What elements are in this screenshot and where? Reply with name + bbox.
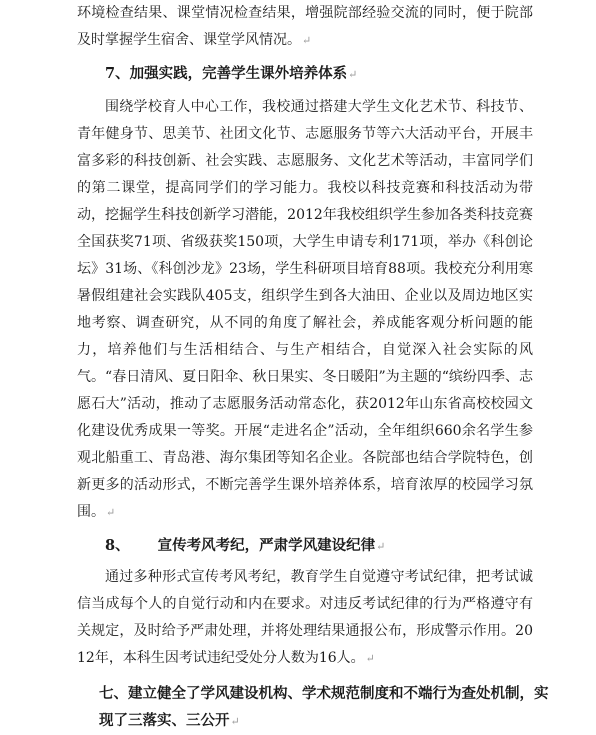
- section7-heading: [77, 60, 561, 88]
- intro-paragraph: [77, 0, 533, 54]
- section8-paragraph: [77, 564, 533, 672]
- section8-heading: [77, 532, 561, 560]
- intro-text: 环境检查结果、课堂情况检查结果，增强院部经验交流的同时，便于院部及时掌握学生宿舍、课堂学风情况。: [77, 5, 533, 48]
- paragraph-mark: ↵: [106, 506, 116, 519]
- section8-text: 通过多种形式宣传考风考纪，教育学生自觉遵守考试纪律，把考试诚信当成每个人的自觉行动和内在要求。对违反考试纪律的行为严格遵守有关规定，及时给予严肃处理，并将处理结果通报公布，形成警示作用。2012年，本科生因考试违纪受处分人数为16人。: [77, 569, 533, 666]
- section7-text: 围绕学校育人中心工作，我校通过搭建大学生文化艺术节、科技节、青年健身节、思美节、社团文化节、志愿服务节等六大活动平台，开展丰富多彩的科技创新、社会实践、志愿服务、文化艺术等活动，丰富同学们的第二课堂，提高同学们的学习能力。我校以科技竞赛和科技活动为带动，挖掘学生科技创新学习潜能，2012年我校组织学生参加各类科技竞赛全国获奖71项、省级获奖150项，大学生申请专利171项，举办《科创论坛》31场、《科创沙龙》23场，学生科研项目培育88项。我校充分利用寒暑假组建社会实践队405支，组织学生到各大油田、企业以及周边地区实地考察、调查研究，从不同的角度了解社会，养成能客观分析问题的能力，培养他们与生活相结合、与生产相结合，自觉深入社会实际的风气。“春日清风、夏日阳伞、秋日果实、冬日暖阳”为主题的“缤纷四季、志愿石大”活动，推动了志愿服务活动常态化，获2012年山东省高校校园文化建设优秀成果一等奖。开展“走进名企”活动，全年组织660余名学生参观北船重工、青岛港、海尔集团等知名企业。各院部也结合学院特色，创新更多的活动形式，不断完善学生课外培养体系，培育浓厚的校园学习氛围。: [77, 99, 533, 520]
- chapter7-title: 七、建立健全了学风建设机构、学术规范制度和不端行为查处机制，实现了三落实、三公开: [99, 685, 549, 729]
- section7-paragraph: [77, 94, 533, 526]
- paragraph-mark: ↵: [230, 715, 240, 728]
- section8-title: 宣传考风考纪，严肃学风建设纪律: [157, 537, 376, 554]
- section7-title: 7、加强实践，完善学生课外培养体系: [105, 65, 348, 82]
- paragraph-mark: ↵: [365, 652, 375, 665]
- chapter7-heading: [77, 680, 555, 735]
- paragraph-mark: ↵: [348, 68, 358, 81]
- section8-number: 8、: [105, 537, 130, 554]
- paragraph-mark: ↵: [302, 34, 312, 47]
- paragraph-mark: ↵: [376, 540, 386, 553]
